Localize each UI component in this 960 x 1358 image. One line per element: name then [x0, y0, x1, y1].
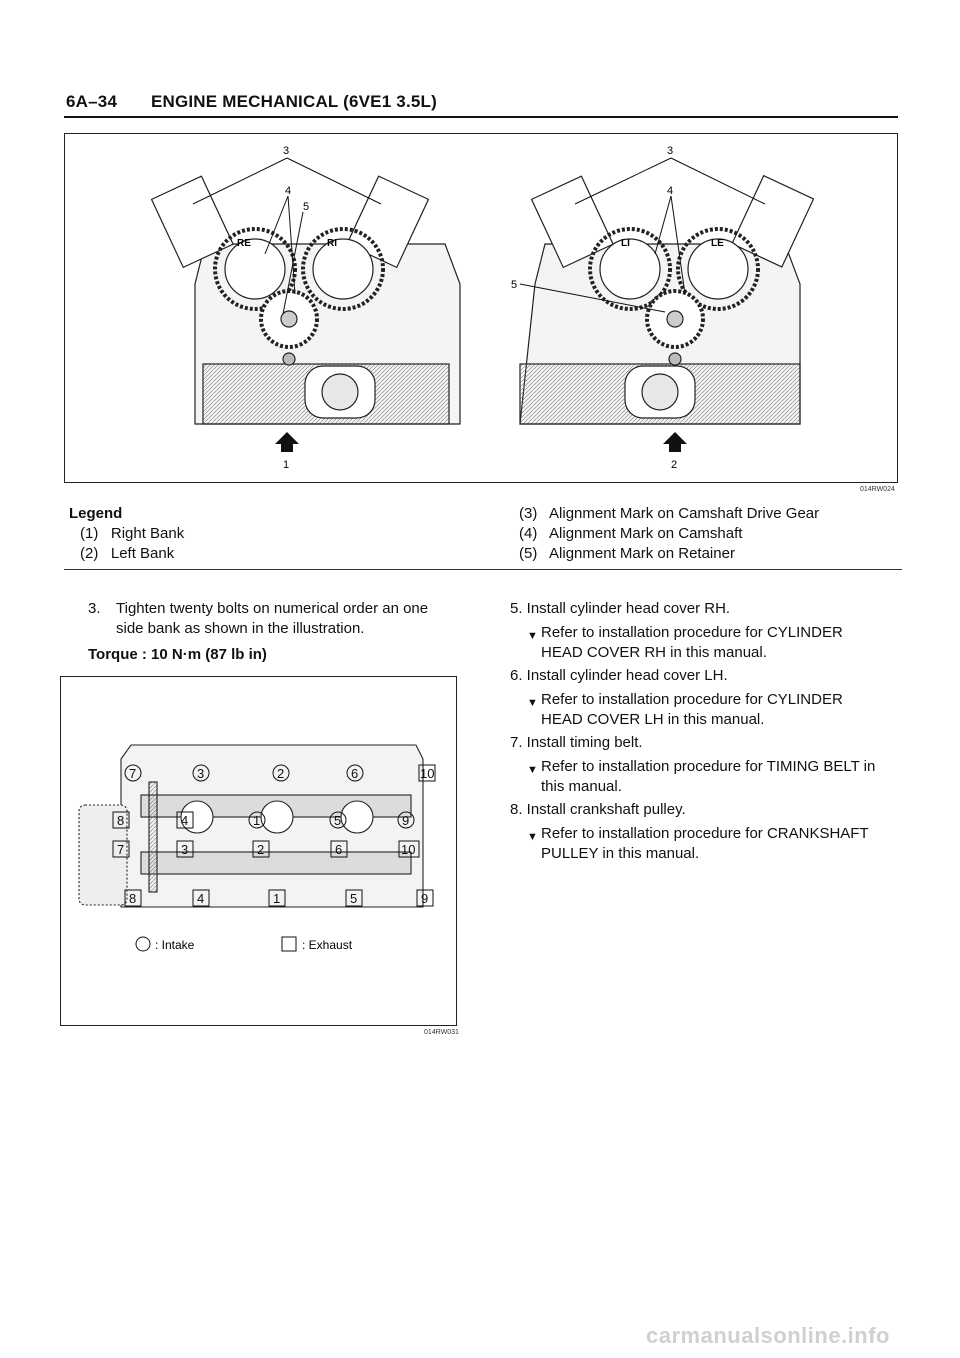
figure2-code: 014RW031 — [424, 1029, 459, 1036]
step-6-title: 6. Install cylinder head cover LH. — [510, 667, 728, 684]
bolt-7-intake: 7 — [129, 766, 137, 781]
callout-5-left: 5 — [511, 279, 518, 291]
intake-key-label: : Intake — [155, 938, 195, 952]
legend-title: Legend — [69, 505, 123, 522]
step-5-line-1: ▼ Refer to installation procedure for CYLINDER — [541, 623, 843, 643]
bolt-3-row3: 3 — [181, 842, 189, 857]
callout-3-left: 3 — [667, 145, 674, 157]
step-7-line-2: this manual. — [541, 778, 622, 795]
bolt-10-top: 10 — [420, 766, 435, 781]
bolt-10-row3: 10 — [401, 842, 416, 857]
exhaust-key-icon — [282, 937, 296, 951]
bolt-1-row2: 1 — [253, 813, 261, 828]
camshaft-alignment-illustration — [65, 134, 897, 482]
legend-item-5 — [519, 543, 735, 564]
callout-5-right: 5 — [303, 201, 310, 213]
legend-num: (4) — [519, 525, 538, 542]
bolt-4-row4: 4 — [197, 891, 205, 906]
legend-item-1 — [80, 523, 184, 544]
gear-label-re: RE — [237, 238, 251, 249]
legend-num: (3) — [519, 505, 538, 522]
legend-num: (2) — [80, 545, 99, 562]
legend-text: Alignment Mark on Retainer — [549, 545, 735, 562]
watermark: carmanualsonline.info — [646, 1323, 890, 1348]
step-6-line-1: ▼ Refer to installation procedure for CYLINDER — [541, 690, 843, 710]
step-5-title: 5. Install cylinder head cover RH. — [510, 600, 731, 617]
bolt-2-row3: 2 — [257, 842, 265, 857]
callout-2: 2 — [671, 459, 678, 471]
page-title: ENGINE MECHANICAL (6VE1 3.5L) — [150, 92, 437, 111]
bolt-7-row3: 7 — [117, 842, 125, 857]
gear-label-li: LI — [621, 238, 630, 249]
figure1-code: 014RW024 — [860, 486, 895, 493]
bolt-9-row2: 9 — [402, 813, 410, 828]
bolt-6-row3: 6 — [335, 842, 343, 857]
bolt-3-intake: 3 — [197, 766, 205, 781]
legend-num: (5) — [519, 545, 538, 562]
legend-text: Right Bank — [110, 525, 185, 542]
callout-3-right: 3 — [283, 145, 290, 157]
header-rule — [64, 116, 898, 118]
right-bank-arrow-icon — [275, 432, 299, 452]
step-8-line-1: ▼ Refer to installation procedure for CRANKSHAFT — [541, 824, 869, 844]
bolt-9-row4: 9 — [421, 891, 429, 906]
legend-item-4 — [519, 523, 742, 544]
bolt-order-illustration — [61, 677, 456, 1025]
bolt-8-row2: 8 — [117, 813, 125, 828]
bolt-order-figure — [60, 676, 457, 1026]
legend-text: Alignment Mark on Camshaft — [549, 525, 743, 542]
step-6-line-2: HEAD COVER LH in this manual. — [541, 711, 765, 728]
page-number: 6A–34 — [66, 92, 118, 111]
page-header — [66, 92, 437, 112]
bolt-4-row2: 4 — [181, 813, 189, 828]
step-8-title: 8. Install crankshaft pulley. — [510, 801, 686, 818]
torque-spec: Torque : 10 N·m (87 lb in) — [88, 646, 267, 663]
left-bank-arrow-icon — [663, 432, 687, 452]
legend-num: (1) — [80, 525, 99, 542]
callout-1: 1 — [283, 459, 290, 471]
gear-label-le: LE — [711, 238, 724, 249]
right-bank-head — [152, 176, 460, 424]
callout-4-left: 4 — [667, 185, 674, 197]
step-3-line-2: side bank as shown in the illustration. — [116, 620, 365, 637]
intake-key-icon — [136, 937, 150, 951]
gear-label-ri: RI — [327, 238, 337, 249]
legend-text: Left Bank — [110, 545, 175, 562]
step-3-number: 3. — [88, 600, 101, 617]
bolt-5-row2: 5 — [334, 813, 342, 828]
exhaust-key-label: : Exhaust — [302, 938, 353, 952]
bolt-5-row4: 5 — [350, 891, 358, 906]
step-5-line-2: HEAD COVER RH in this manual. — [541, 644, 767, 661]
bolt-8-row4: 8 — [129, 891, 137, 906]
step-7-title: 7. Install timing belt. — [510, 734, 643, 751]
callout-4-right: 4 — [285, 185, 292, 197]
step-8-line-2: PULLEY in this manual. — [541, 845, 700, 862]
legend-rule — [64, 569, 902, 570]
bolt-1-row4: 1 — [273, 891, 281, 906]
bolt-2-intake: 2 — [277, 766, 285, 781]
legend-item-2 — [80, 543, 174, 564]
camshaft-alignment-figure — [64, 133, 898, 483]
bolt-6-intake: 6 — [351, 766, 359, 781]
legend-item-3 — [519, 503, 819, 524]
legend-text: Alignment Mark on Camshaft Drive Gear — [549, 505, 820, 522]
step-3-line-1: Tighten twenty bolts on numerical order an one — [116, 600, 429, 617]
step-7-line-1: ▼ Refer to installation procedure for TIMING BELT in — [541, 757, 875, 777]
